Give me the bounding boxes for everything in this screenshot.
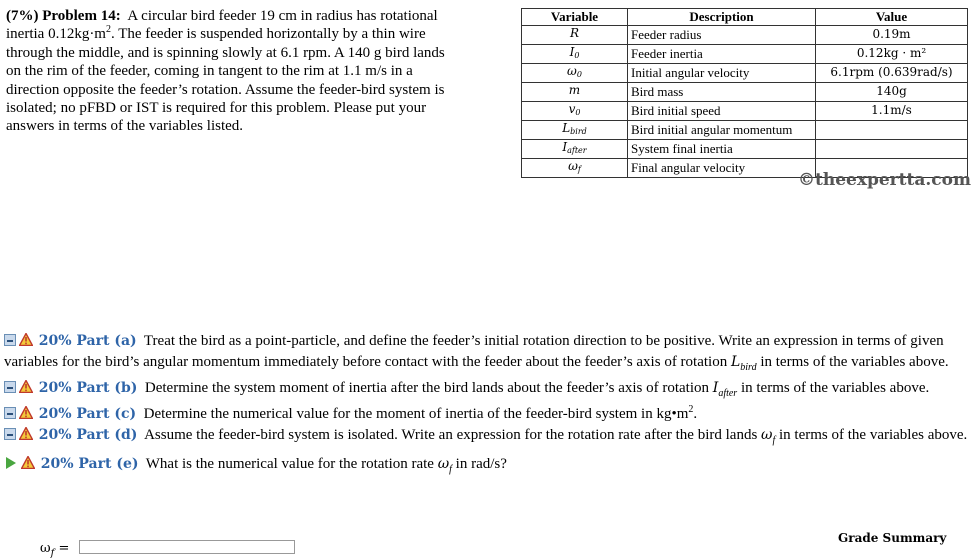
expand-play-icon[interactable] [6, 457, 16, 469]
part-a-text-end: in terms of the variables above. [760, 354, 949, 370]
part-c-text-end: . [693, 406, 698, 422]
problem-line-2-sup: 2 [105, 24, 111, 36]
variable-cell [522, 63, 628, 82]
part-c-text: Determine the numerical value for the moment of inertia of the feeder-bird system in kg•m [143, 406, 689, 422]
variable-symbol: v [568, 101, 576, 116]
problem-points: (7%) [6, 8, 39, 24]
warning-icon [21, 456, 35, 469]
part-c-heading[interactable]: 20% Part (c) [38, 406, 137, 422]
value-cell: 6.1rpm (0.639rad/s) [816, 63, 968, 82]
warning-icon [19, 406, 33, 419]
part-b-text-end: in terms of the variables above. [740, 380, 930, 396]
problem-line-4: on the rim of the feeder, coming in tangent to the rim at 1.1 m/s in a [6, 63, 413, 80]
description-cell: Feeder radius [628, 25, 816, 44]
header-variable: Variable [522, 9, 628, 26]
problem-label: Problem 14: [42, 8, 121, 24]
variable-cell [522, 82, 628, 101]
description-cell: Bird initial speed [628, 101, 816, 120]
warning-icon [19, 333, 33, 346]
variable-symbol: I [562, 139, 568, 154]
value-cell: 1.1m/s [816, 101, 968, 120]
part-e [4, 454, 976, 480]
part-d-symbol: ω [761, 427, 773, 443]
warning-icon [19, 427, 33, 440]
variable-symbol: L [562, 120, 571, 135]
problem-line-2b: . The feeder is suspended horizontally by a thin wire [110, 26, 426, 43]
variable-symbol: ω [568, 158, 578, 173]
part-d [4, 425, 976, 451]
part-a-symbol: L [730, 354, 741, 370]
collapse-icon[interactable] [4, 334, 16, 346]
variable-subscript: bird [570, 126, 587, 136]
table-header-row [522, 9, 968, 26]
problem-line-1: A circular bird feeder 19 cm in radius has rotational [127, 8, 438, 24]
problem-line-7: answers in terms of the variables listed. [6, 118, 244, 135]
collapse-icon[interactable] [4, 381, 16, 393]
table-row [522, 139, 968, 158]
value-cell [816, 120, 968, 139]
table-row [522, 44, 968, 63]
variable-subscript: 0 [575, 107, 581, 117]
part-d-text: Assume the feeder-bird system is isolated. Write an expression for the rotation rate after the bird lands [144, 427, 758, 443]
table-row [522, 82, 968, 101]
table-row [522, 25, 968, 44]
variable-cell [522, 101, 628, 120]
watermark: ©theexpertta.com [798, 170, 971, 190]
problem-statement [6, 7, 506, 136]
variable-symbol: m [568, 82, 581, 97]
part-a [4, 331, 976, 378]
part-a-text: Treat the bird as a point-particle, and define the feeder’s initial rotation direction to be positive. Write an expression in terms of given variables for the bird’s angular momentum immediately before contact with the feeder about the feeder’s axis of rotation [4, 333, 944, 370]
variable-symbol: ω [567, 63, 577, 78]
description-cell: Bird initial angular momentum [628, 120, 816, 139]
part-b-heading[interactable]: 20% Part (b) [38, 380, 138, 396]
part-b-symbol-sub: after [718, 388, 738, 399]
problem-line-5: direction opposite the feeder’s rotation. Assume the feeder-bird system is [6, 81, 445, 98]
problem-line-2a: inertia 0.12kg·m [6, 26, 106, 43]
part-d-text-end: in terms of the variables above. [779, 427, 968, 443]
part-c [4, 404, 976, 425]
problem-line-3: through the middle, and is spinning slowly at 6.1 rpm. A 140 g bird lands [6, 44, 445, 61]
variable-cell [522, 120, 628, 139]
variable-subscript: 0 [576, 69, 582, 79]
variable-subscript: 0 [574, 50, 580, 60]
parts-list [4, 331, 976, 480]
value-cell: 140g [816, 82, 968, 101]
table-row [522, 63, 968, 82]
part-e-symbol-sub: f [449, 464, 452, 475]
description-cell: Bird mass [628, 82, 816, 101]
part-a-symbol-sub: bird [740, 362, 757, 373]
table-row [522, 120, 968, 139]
part-c-sup: 2 [688, 404, 694, 415]
variable-subscript: f [577, 164, 581, 174]
collapse-icon[interactable] [4, 428, 16, 440]
variables-table [521, 8, 968, 178]
value-cell [816, 139, 968, 158]
part-e-text: What is the numerical value for the rotation rate [145, 456, 434, 472]
part-e-symbol: ω [437, 456, 450, 472]
part-e-heading[interactable]: 20% Part (e) [40, 456, 139, 472]
variable-subscript: after [567, 145, 587, 155]
part-b [4, 378, 976, 404]
answer-input[interactable] [79, 540, 295, 554]
part-e-text-end: in rad/s? [455, 456, 507, 472]
description-cell: System final inertia [628, 139, 816, 158]
answer-label [40, 541, 69, 559]
header-value: Value [816, 9, 968, 26]
header-description: Description [628, 9, 816, 26]
variable-symbol: I [569, 44, 575, 59]
description-cell: Feeder inertia [628, 44, 816, 63]
warning-icon [19, 380, 33, 393]
problem-line-6: isolated; no pFBD or IST is required for this problem. Please put your [6, 100, 427, 117]
answer-label-symbol: ω [40, 541, 51, 556]
value-cell: 0.19m [816, 25, 968, 44]
variable-cell [522, 158, 628, 177]
grade-summary-heading: Grade Summary [838, 531, 947, 545]
variable-cell [522, 44, 628, 63]
variable-cell [522, 25, 628, 44]
answer-label-eq: = [54, 541, 70, 556]
collapse-icon[interactable] [4, 407, 16, 419]
part-b-text: Determine the system moment of inertia after the bird lands about the feeder’s axis of rotation [144, 380, 710, 396]
part-b-symbol: I [712, 380, 719, 396]
part-d-symbol-sub: f [772, 435, 776, 446]
variable-cell [522, 139, 628, 158]
part-a-heading[interactable]: 20% Part (a) [38, 333, 137, 349]
variable-symbol: R [569, 25, 580, 40]
part-d-heading[interactable]: 20% Part (d) [38, 427, 138, 443]
description-cell: Final angular velocity [628, 158, 816, 177]
value-cell: 0.12kg · m² [816, 44, 968, 63]
answer-label-sub: f [50, 548, 55, 559]
description-cell: Initial angular velocity [628, 63, 816, 82]
table-row [522, 101, 968, 120]
